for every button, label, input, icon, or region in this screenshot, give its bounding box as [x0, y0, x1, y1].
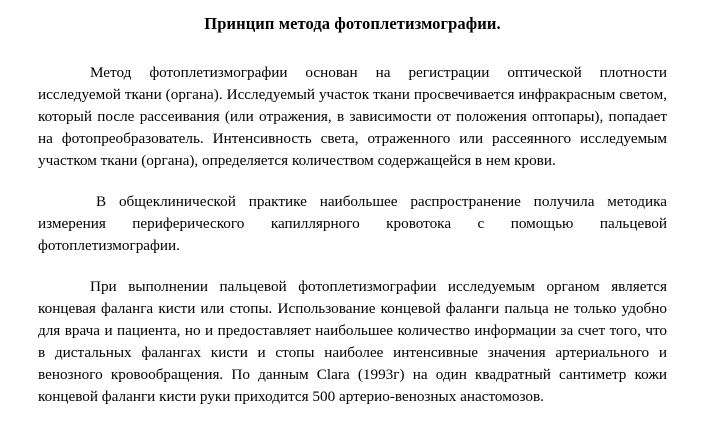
paragraph-1: Метод фотоплетизмографии основан на регистрации оптической плотности исследуемой ткани (органа). Исследуемый участок ткани просвечивается инфракрасным светом, который после рассеивания (или отражения, в зависимости от положения оптопары), попадает на фотопреобразователь. Интенсивность света, отраженного или рассеянного исследуемым участком ткани (органа), определяется количеством содержащейся в нем крови. — [38, 63, 667, 169]
paragraph-3: При выполнении пальцевой фотоплетизмографии исследуемым органом является концевая фаланга кисти или стопы. Использование концевой фаланги пальца не только удобно для врача и пациента, но и предоставляет наибольшее количество информации за счет того, что в дистальных фалангах кисти и стопы наиболее интенсивные значения артериального и венозного кровообращения. По данным Clara (1993г) на один квадратный сантиметр кожи концевой фаланги кисти руки приходится 500 артерио-венозных анастомозов. — [38, 278, 667, 406]
document-body — [38, 62, 667, 408]
paragraph-2: В общеклинической практике наибольшее распространение получила методика измерения периферического капиллярного кровотока с помощью пальцевой фотоплетизмографии. — [38, 192, 667, 255]
page-title: Принцип метода фотоплетизмографии. — [204, 14, 501, 33]
